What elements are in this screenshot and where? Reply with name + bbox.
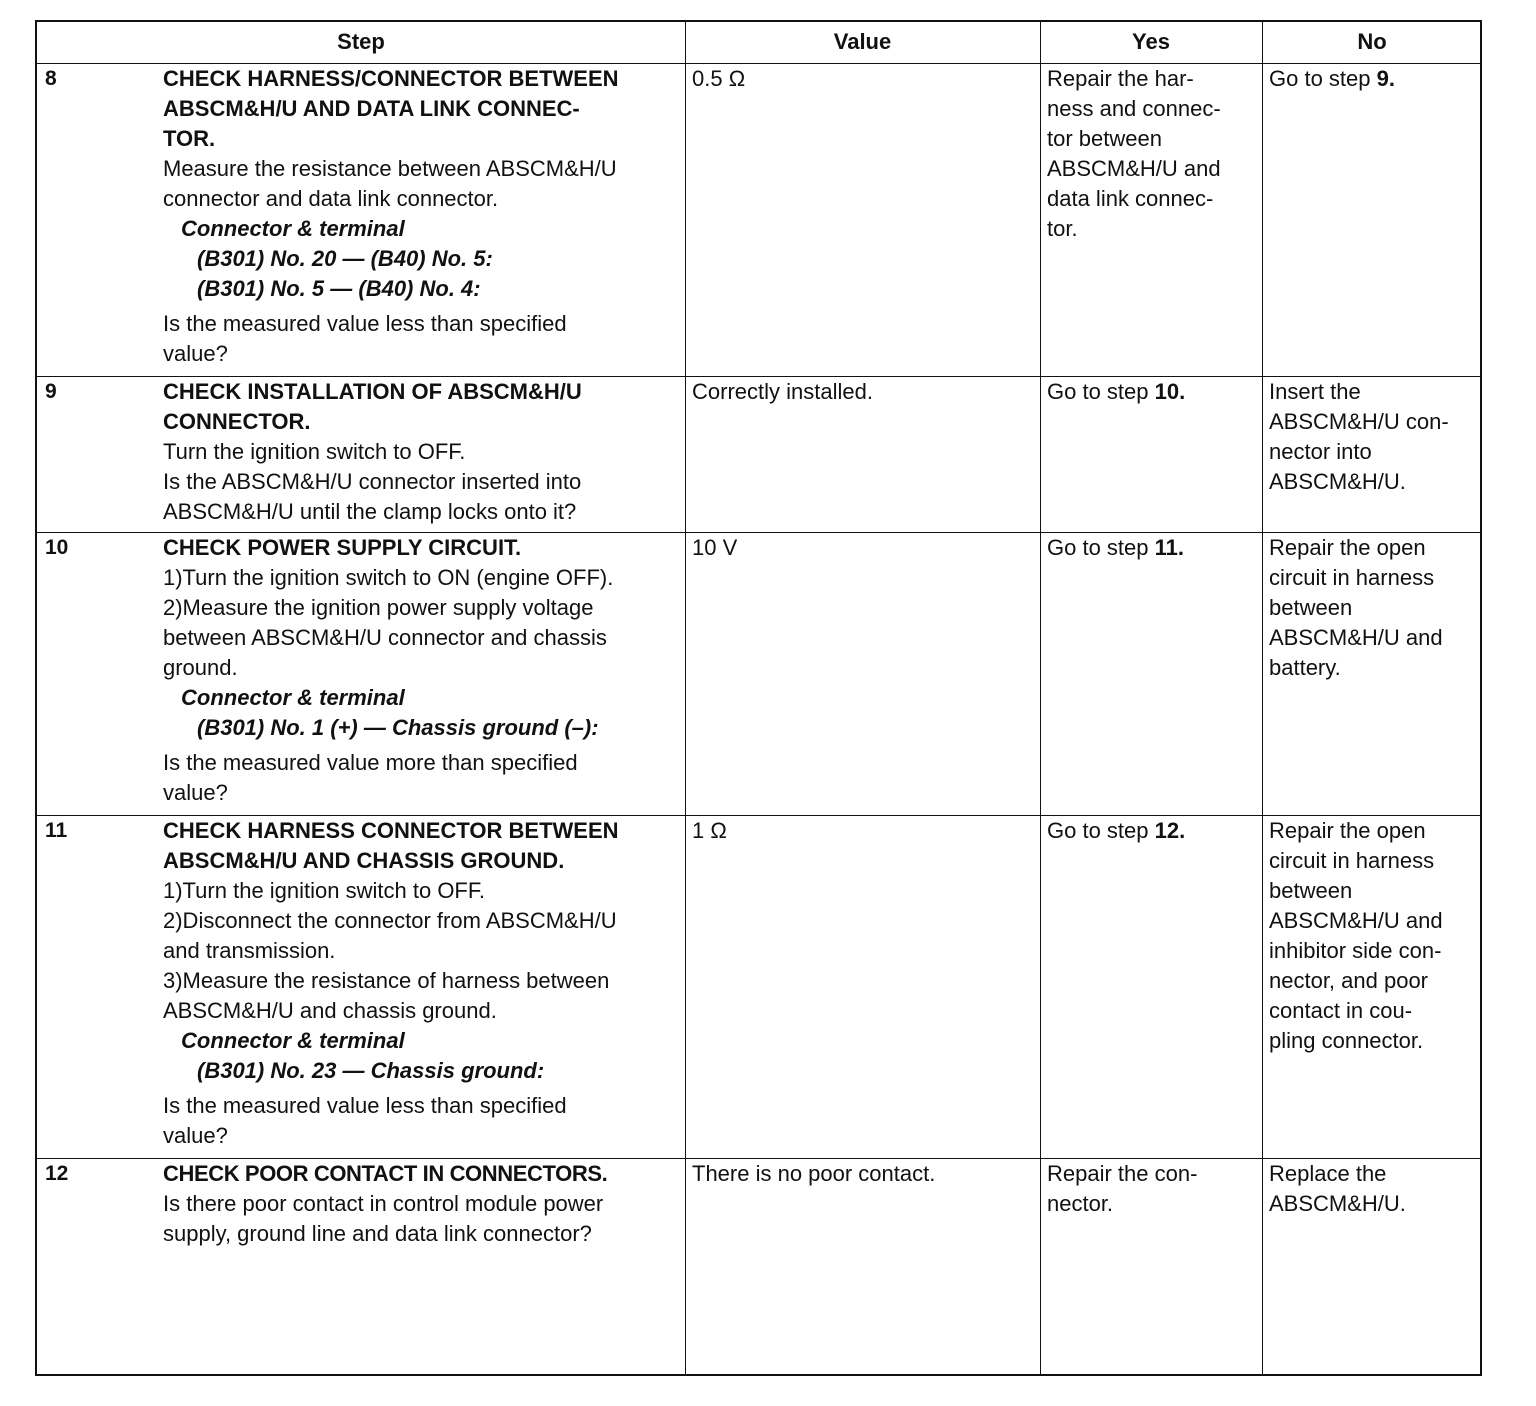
column-divider <box>685 22 686 1374</box>
no-line: contact in cou- <box>1269 998 1413 1023</box>
yes-line: Repair the con- <box>1047 1161 1198 1186</box>
value-cell: Correctly installed. <box>692 379 873 404</box>
step-instruction: and transmission. <box>163 938 336 963</box>
yes-line: ness and connec- <box>1047 96 1221 121</box>
column-divider <box>1262 22 1263 1374</box>
step-description <box>163 377 683 527</box>
diagnostic-table <box>35 20 1482 1376</box>
step-number: 11 <box>45 819 68 842</box>
step-number: 10 <box>45 536 69 559</box>
step-title: CHECK POOR CONTACT IN CONNECTORS. <box>163 1161 608 1186</box>
step-title: ABSCM&H/U AND CHASSIS GROUND. <box>163 848 565 873</box>
header-value: Value <box>833 29 892 54</box>
step-description <box>163 1159 683 1249</box>
no-line: ABSCM&H/U. <box>1269 469 1406 494</box>
header-no: No <box>1357 29 1387 54</box>
connector-terminal-label: Connector & terminal <box>181 685 405 710</box>
no-cell <box>1269 377 1481 497</box>
no-line: ABSCM&H/U con- <box>1269 409 1449 434</box>
step-number: 9 <box>45 380 57 403</box>
yes-line: tor between <box>1047 126 1162 151</box>
no-line: Repair the open <box>1269 818 1426 843</box>
no-line: ABSCM&H/U. <box>1269 1191 1406 1216</box>
connector-terminal-label: Connector & terminal <box>181 216 405 241</box>
step-question: Is the measured value less than specified <box>163 311 567 336</box>
step-title: CONNECTOR. <box>163 409 311 434</box>
value-cell: 10 V <box>692 535 738 560</box>
no-line: ABSCM&H/U and <box>1269 908 1443 933</box>
value-cell: There is no poor contact. <box>692 1161 936 1186</box>
step-title: CHECK POWER SUPPLY CIRCUIT. <box>163 535 522 560</box>
step-instruction: Turn the ignition switch to OFF. <box>163 439 466 464</box>
no-line: battery. <box>1269 655 1341 680</box>
step-instruction: 3)Measure the resistance of harness between <box>163 968 610 993</box>
table-header <box>37 22 1480 64</box>
no-line: between <box>1269 878 1353 903</box>
step-instruction: 1)Turn the ignition switch to OFF. <box>163 878 485 903</box>
terminal-spec: (B301) No. 20 — (B40) No. 5: <box>197 246 493 271</box>
no-line: circuit in harness <box>1269 848 1435 873</box>
step-reference: 9. <box>1376 66 1395 91</box>
no-line: Repair the open <box>1269 535 1426 560</box>
step-instruction: 1)Turn the ignition switch to ON (engine OFF). <box>163 565 614 590</box>
yes-cell <box>1047 64 1259 244</box>
header-yes: Yes <box>1132 29 1170 54</box>
yes-line: data link connec- <box>1047 186 1214 211</box>
step-question: Is the measured value less than specified <box>163 1093 567 1118</box>
connector-terminal-label: Connector & terminal <box>181 1028 405 1053</box>
step-reference: 12. <box>1154 818 1186 843</box>
yes-cell <box>1047 533 1259 563</box>
terminal-spec: (B301) No. 23 — Chassis ground: <box>197 1058 545 1083</box>
step-question: value? <box>163 341 228 366</box>
step-instruction: 2)Disconnect the connector from ABSCM&H/U <box>163 908 617 933</box>
step-question: Is there poor contact in control module power <box>163 1191 604 1216</box>
yes-text: Go to step <box>1047 535 1155 560</box>
yes-text: Go to step <box>1047 818 1155 843</box>
yes-text: Go to step <box>1047 379 1155 404</box>
no-line: inhibitor side con- <box>1269 938 1442 963</box>
step-question: value? <box>163 1123 228 1148</box>
no-cell <box>1269 1159 1481 1219</box>
step-title: TOR. <box>163 126 216 151</box>
step-title: ABSCM&H/U AND DATA LINK CONNEC- <box>163 96 580 121</box>
step-reference: 10. <box>1154 379 1186 404</box>
step-question: ABSCM&H/U until the clamp locks onto it? <box>163 499 577 524</box>
yes-line: nector. <box>1047 1191 1114 1216</box>
value-cell: 1 Ω <box>692 818 727 843</box>
step-title: CHECK HARNESS CONNECTOR BETWEEN <box>163 818 619 843</box>
no-line: pling connector. <box>1269 1028 1424 1053</box>
no-line: Insert the <box>1269 379 1361 404</box>
value-cell: 0.5 Ω <box>692 66 746 91</box>
no-text: Go to step <box>1269 66 1377 91</box>
step-description <box>163 533 683 808</box>
no-cell <box>1269 533 1481 683</box>
yes-cell <box>1047 816 1259 846</box>
step-description <box>163 816 683 1151</box>
step-title: CHECK HARNESS/CONNECTOR BETWEEN <box>163 66 619 91</box>
yes-cell <box>1047 377 1259 407</box>
no-line: nector, and poor <box>1269 968 1429 993</box>
step-instruction: between ABSCM&H/U connector and chassis <box>163 625 607 650</box>
step-number: 8 <box>45 67 57 90</box>
no-line: Replace the <box>1269 1161 1387 1186</box>
step-description <box>163 64 683 369</box>
no-line: circuit in harness <box>1269 565 1435 590</box>
no-line: ABSCM&H/U and <box>1269 625 1443 650</box>
no-line: between <box>1269 595 1353 620</box>
step-title: CHECK INSTALLATION OF ABSCM&H/U <box>163 379 582 404</box>
step-question: value? <box>163 780 228 805</box>
step-question: Is the ABSCM&H/U connector inserted into <box>163 469 582 494</box>
yes-line: Repair the har- <box>1047 66 1194 91</box>
step-number: 12 <box>45 1162 69 1185</box>
yes-line: ABSCM&H/U and <box>1047 156 1221 181</box>
step-instruction: Measure the resistance between ABSCM&H/U <box>163 156 617 181</box>
step-instruction: 2)Measure the ignition power supply voltage <box>163 595 594 620</box>
step-reference: 11. <box>1154 535 1184 560</box>
terminal-spec: (B301) No. 1 (+) — Chassis ground (–): <box>197 715 599 740</box>
no-cell <box>1269 816 1481 1056</box>
yes-cell <box>1047 1159 1259 1219</box>
step-question: Is the measured value more than specified <box>163 750 578 775</box>
column-divider <box>1040 22 1041 1374</box>
step-instruction: connector and data link connector. <box>163 186 499 211</box>
no-cell <box>1269 64 1481 94</box>
step-instruction: ABSCM&H/U and chassis ground. <box>163 998 497 1023</box>
step-question: supply, ground line and data link connector? <box>163 1221 592 1246</box>
yes-line: tor. <box>1047 216 1078 241</box>
no-line: nector into <box>1269 439 1372 464</box>
step-instruction: ground. <box>163 655 238 680</box>
header-step: Step <box>337 29 385 54</box>
terminal-spec: (B301) No. 5 — (B40) No. 4: <box>197 276 481 301</box>
